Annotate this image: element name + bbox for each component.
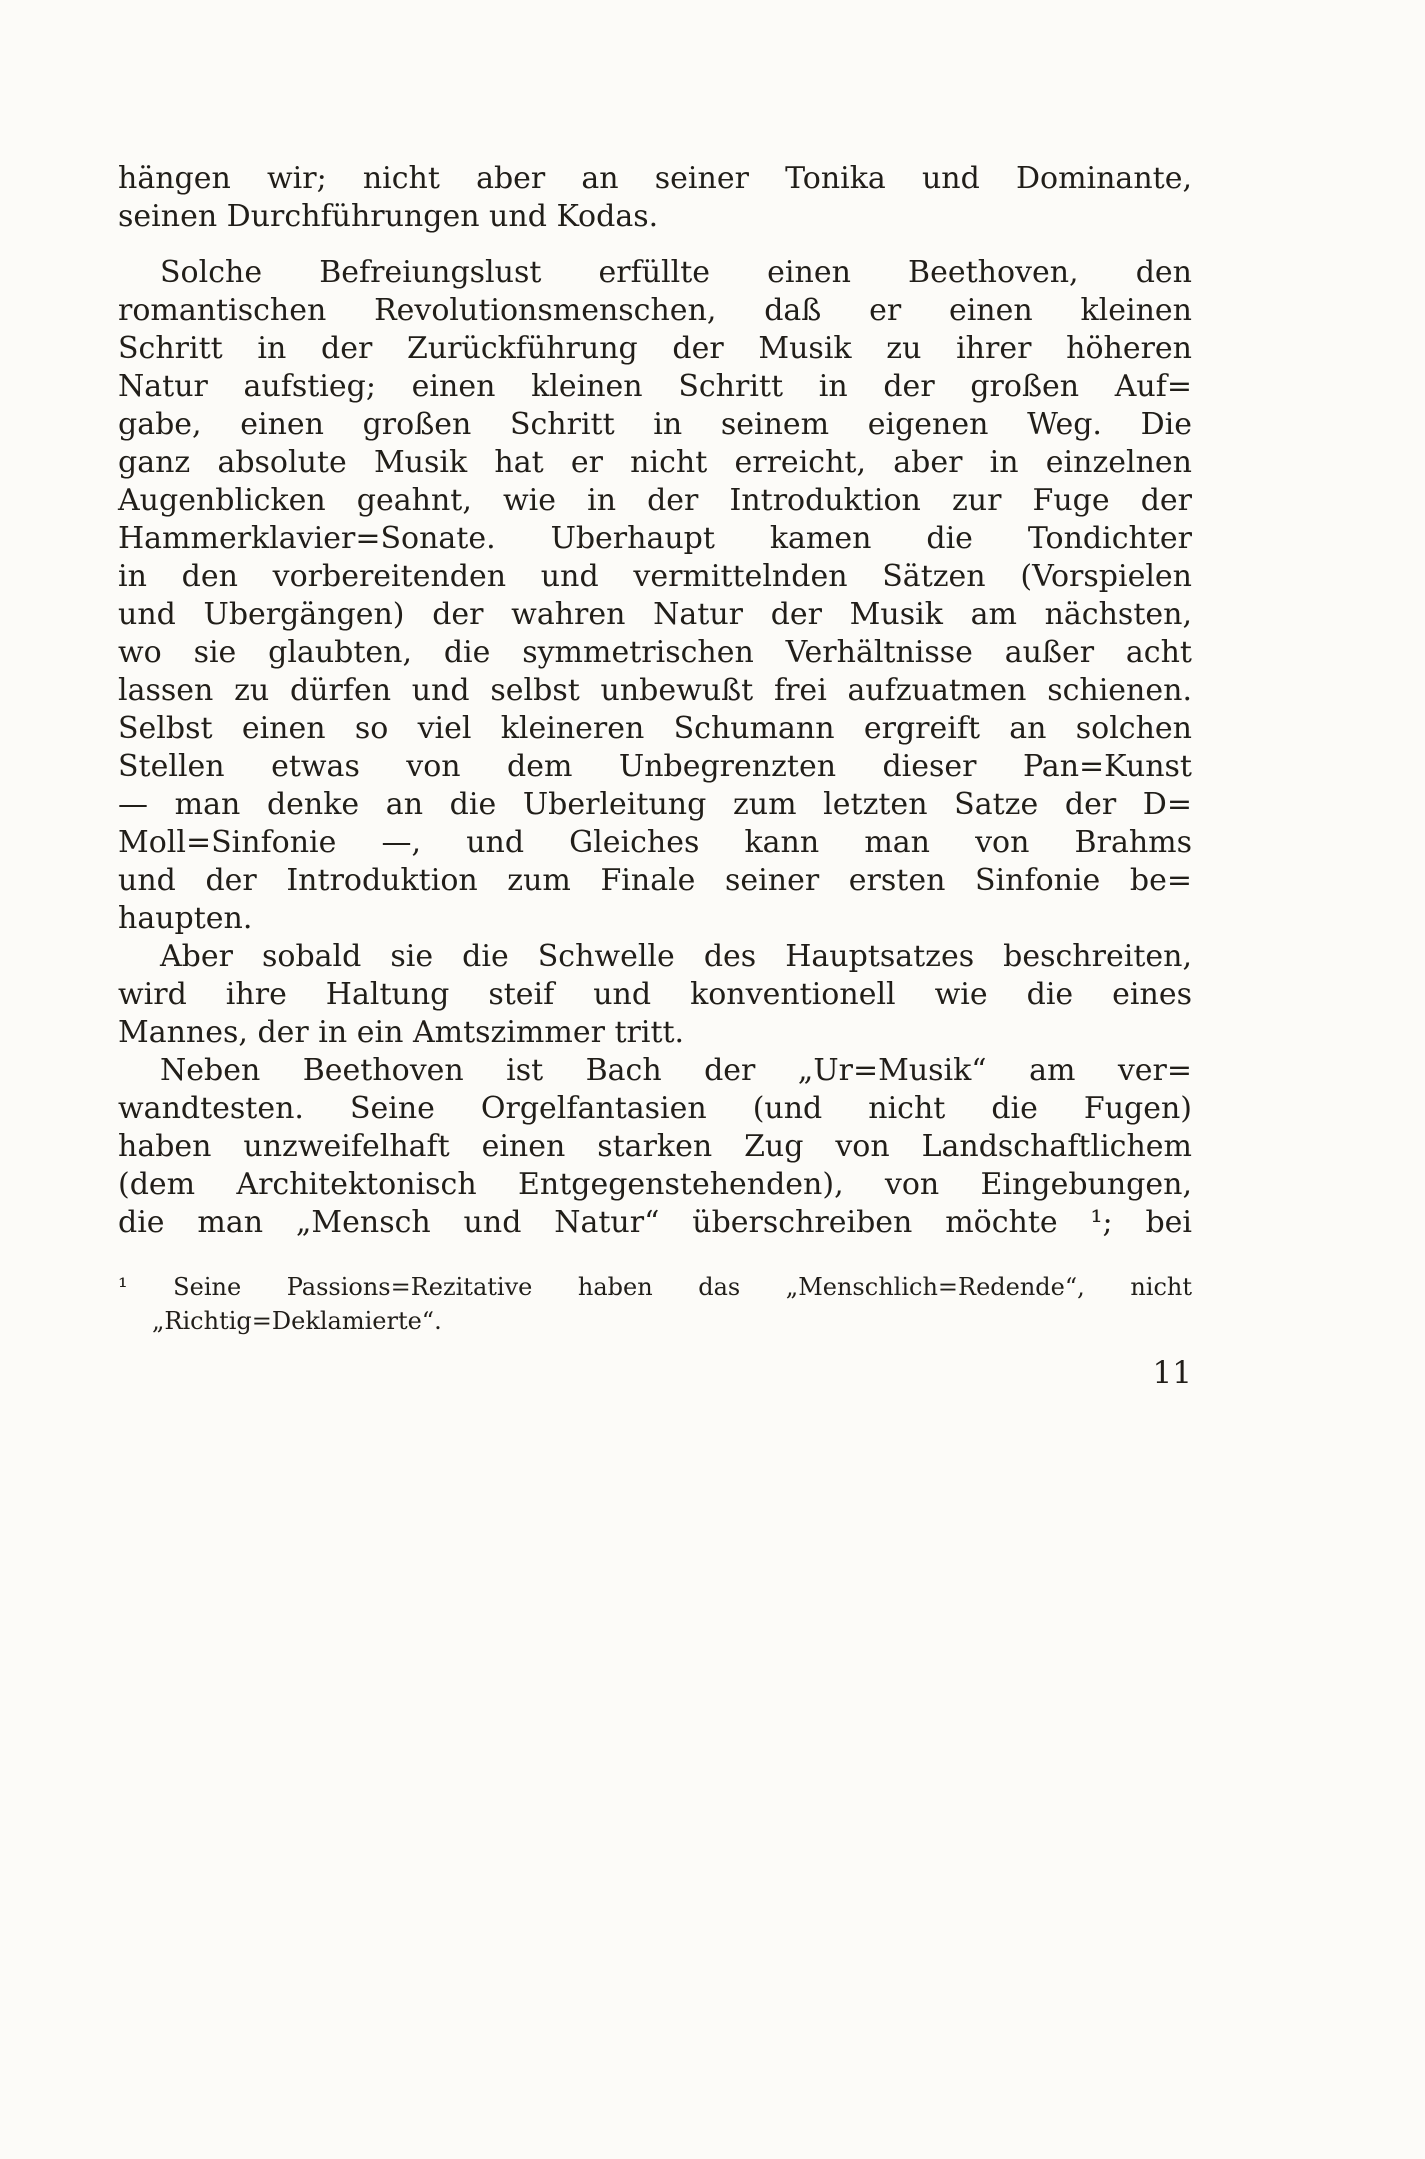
text-line: die man „Mensch und Natur“ überschreiben möchte ¹; bei <box>118 1205 1192 1240</box>
text-line: Schritt in der Zurückführung der Musik zu ihrer höheren <box>118 331 1192 366</box>
paragraph <box>118 254 1192 938</box>
text-line: Natur aufstieg; einen kleinen Schritt in der großen Auf= <box>118 369 1192 404</box>
text-line: hängen wir; nicht aber an seiner Tonika und Dominante, <box>118 161 1192 196</box>
text-line: und Ubergängen) der wahren Natur der Musik am nächsten, <box>118 597 1192 632</box>
text-line: ganz absolute Musik hat er nicht erreicht, aber in einzelnen <box>118 445 1192 480</box>
text-line: in den vorbereitenden und vermittelnden Sätzen (Vorspielen <box>118 559 1192 594</box>
footnote-line: ¹ Seine Passions=Rezitative haben das „Menschlich=Redende“, nicht <box>118 1273 1192 1301</box>
text-line: gabe, einen großen Schritt in seinem eigenen Weg. Die <box>118 407 1192 442</box>
paragraph <box>118 938 1192 1052</box>
footnote-line: „Richtig=Deklamierte“. <box>152 1307 442 1335</box>
text-line: lassen zu dürfen und selbst unbewußt frei aufzuatmen schienen. <box>118 673 1192 708</box>
footnote <box>118 1270 1192 1338</box>
text-line: Solche Befreiungslust erfüllte einen Beethoven, den <box>160 255 1192 290</box>
text-line: Moll=Sinfonie —, und Gleiches kann man von Brahms <box>118 825 1192 860</box>
text-line: Augenblicken geahnt, wie in der Introduktion zur Fuge der <box>118 483 1192 518</box>
text-line: romantischen Revolutionsmenschen, daß er einen kleinen <box>118 293 1192 328</box>
text-line: Stellen etwas von dem Unbegrenzten dieser Pan=Kunst <box>118 749 1192 784</box>
text-line: — man denke an die Uberleitung zum letzten Satze der D= <box>118 787 1192 822</box>
text-line: haupten. <box>118 901 253 936</box>
text-line: Mannes, der in ein Amtszimmer tritt. <box>118 1015 685 1050</box>
text-block <box>118 160 1192 1392</box>
text-line: wird ihre Haltung steif und konventionell wie die eines <box>118 977 1192 1012</box>
text-line: Aber sobald sie die Schwelle des Hauptsatzes beschreiten, <box>160 939 1192 974</box>
text-line: und der Introduktion zum Finale seiner ersten Sinfonie be= <box>118 863 1192 898</box>
text-line: Neben Beethoven ist Bach der „Ur=Musik“ am ver= <box>160 1053 1192 1088</box>
text-line: haben unzweifelhaft einen starken Zug von Landschaftlichem <box>118 1129 1192 1164</box>
text-line: wo sie glaubten, die symmetrischen Verhältnisse außer acht <box>118 635 1192 670</box>
page-number: 11 <box>1152 1355 1192 1391</box>
paragraph <box>118 160 1192 236</box>
paragraph <box>118 1052 1192 1242</box>
text-line: Selbst einen so viel kleineren Schumann ergreift an solchen <box>118 711 1192 746</box>
text-line: (dem Architektonisch Entgegenstehenden), von Eingebungen, <box>118 1167 1192 1202</box>
text-line: wandtesten. Seine Orgelfantasien (und nicht die Fugen) <box>118 1091 1192 1126</box>
text-line: Hammerklavier=Sonate. Uberhaupt kamen die Tondichter <box>118 521 1192 556</box>
text-line: seinen Durchführungen und Kodas. <box>118 199 659 234</box>
